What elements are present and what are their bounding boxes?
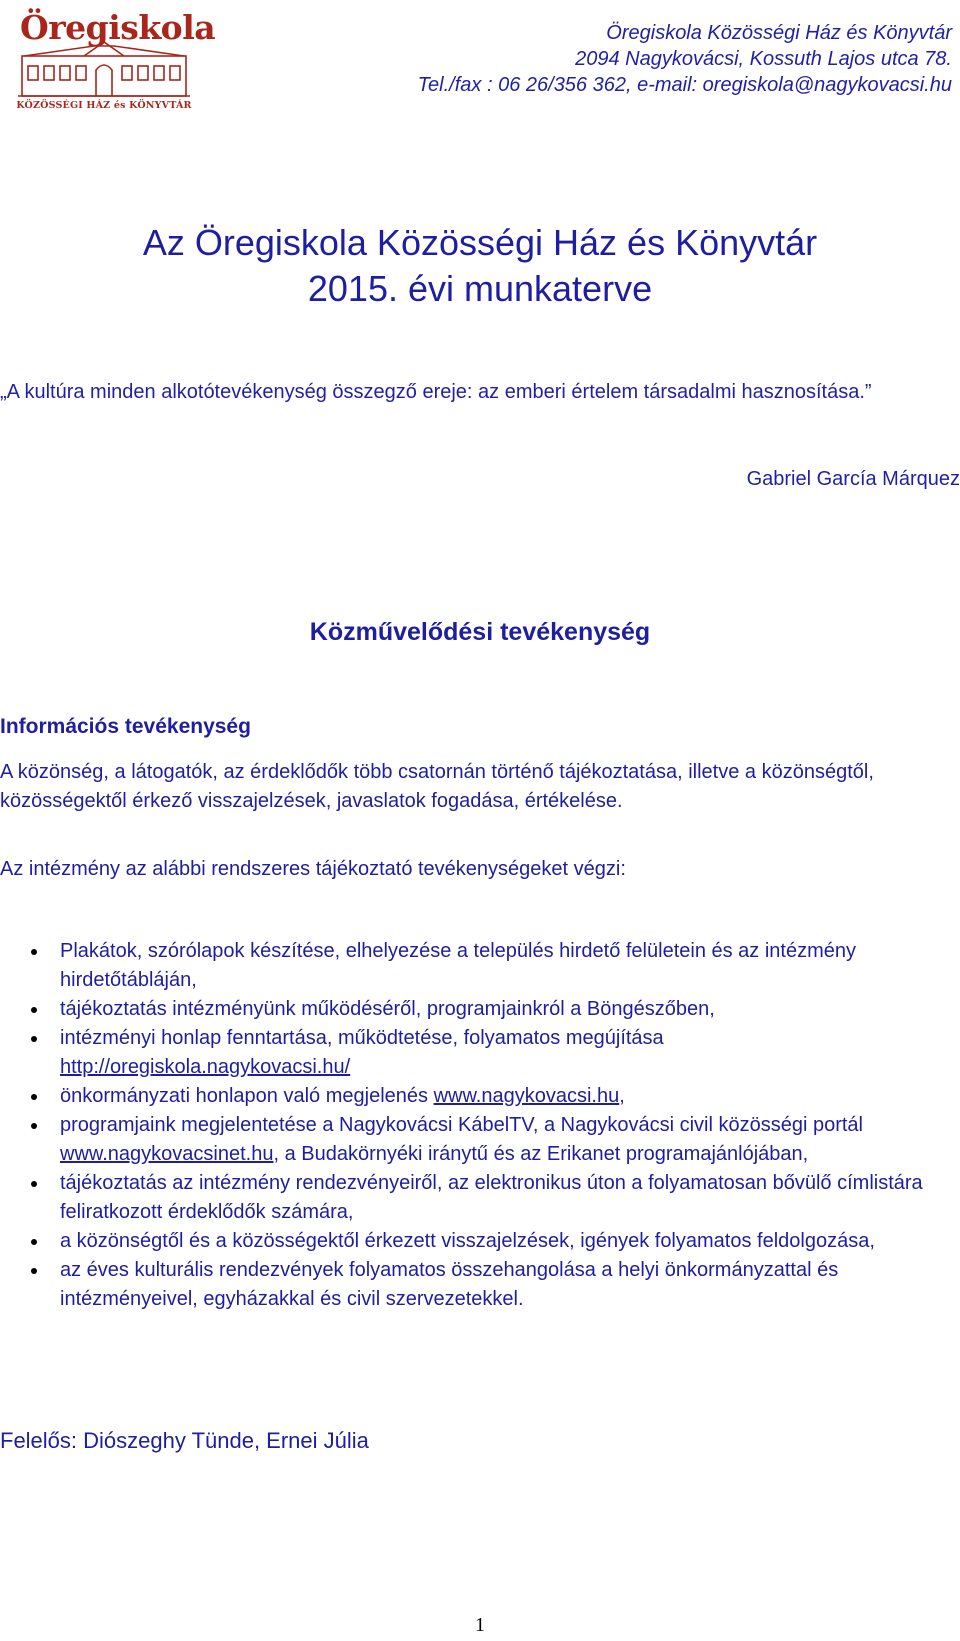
list-item-text: tájékoztatás intézményünk működéséről, programjainkról a Böngészőben, [60,998,715,1020]
logo-title: Öregiskola [20,8,216,47]
list-item-text: tájékoztatás az intézmény rendezvényeiről, az elektronikus úton a folyamatosan bővülő címlistára feliratkozott érdeklődők számára, [60,1172,923,1223]
list-item [0,1111,960,1169]
document-title [0,220,960,312]
list-item [0,995,960,1024]
header-contact-line: Tel./fax : 06 26/356 362, e-mail: oregiskola@nagykovacsi.hu [417,74,952,96]
list-item-text: a közönségtől és a közösségektől érkezett visszajelzések, igények folyamatos feldolgozása, [60,1230,875,1252]
list-item [0,1227,960,1256]
logo [14,8,216,116]
bullet-icon [31,1181,37,1187]
list-item-text-end: , [619,1085,625,1107]
quote-author: Gabriel García Márquez [746,468,960,490]
intro-paragraph: A közönség, a látogatók, az érdeklődők több csatornán történő tájékoztatása, illetve a közönségtől, közösségektől érkező visszajelzések, javaslatok fogadása, értékelése. [0,761,874,812]
municipality-link[interactable]: www.nagykovacsi.hu [433,1085,620,1107]
list-item-text: az éves kulturális rendezvények folyamatos összehangolása a helyi önkormányzattal és intézményeivel, egyházakkal és civil szervezetekkel. [60,1259,839,1310]
activities-list [0,937,960,1314]
logo-subtitle: KÖZÖSSÉGI HÁZ és KÖNYVTÁR [16,100,192,111]
header-contact [418,20,952,98]
bullet-icon [31,949,37,955]
list-item [0,1082,960,1111]
page-number: 1 [475,1614,485,1636]
bullet-icon [31,1036,37,1042]
list-item-text: önkormányzati honlapon való megjelenés [60,1085,434,1107]
bullet-icon [31,1268,37,1274]
header-address: 2094 Nagykovácsi, Kossuth Lajos utca 78. [575,48,952,70]
community-portal-link[interactable]: www.nagykovacsinet.hu [60,1143,274,1165]
quote: „A kultúra minden alkotótevékenység összegző ereje: az emberi értelem társadalmi hasznosítása.” [0,381,872,403]
list-item-text: programjaink megjelentetése a Nagykovácsi KábelTV, a Nagykovácsi civil közösségi portál [60,1114,863,1136]
bullet-icon [31,1007,37,1013]
bullet-icon [31,1239,37,1245]
list-item [0,1256,960,1314]
bullet-icon [31,1123,37,1129]
list-item-text-end: , a Budakörnyéki iránytű és az Erikanet programajánlójában, [273,1143,809,1165]
bullet-icon [31,1094,37,1100]
website-link[interactable]: http://oregiskola.nagykovacsi.hu/ [60,1056,351,1078]
list-item [0,1024,960,1082]
section-title: Közművelődési tevékenység [309,618,651,646]
subsection-title: Információs tevékenység [0,715,251,738]
list-item [0,1169,960,1227]
responsible-persons: Felelős: Diószeghy Tünde, Ernei Júlia [0,1428,369,1453]
header-institution: Öregiskola Közösségi Ház és Könyvtár [606,22,952,44]
building-icon [14,40,194,100]
list-item [0,937,960,995]
list-item-text: intézményi honlap fenntartása, működtetése, folyamatos megújítása [60,1027,664,1049]
activities-intro: Az intézmény az alábbi rendszeres tájékoztató tevékenységeket végzi: [0,858,626,880]
document-title-line2: 2015. évi munkaterve [307,268,653,309]
list-item-text: Plakátok, szórólapok készítése, elhelyezése a település hirdető felületein és az intézmény hirdetőtábláján, [60,940,857,991]
document-title-line1: Az Öregiskola Közösségi Ház és Könyvtár [142,222,818,263]
